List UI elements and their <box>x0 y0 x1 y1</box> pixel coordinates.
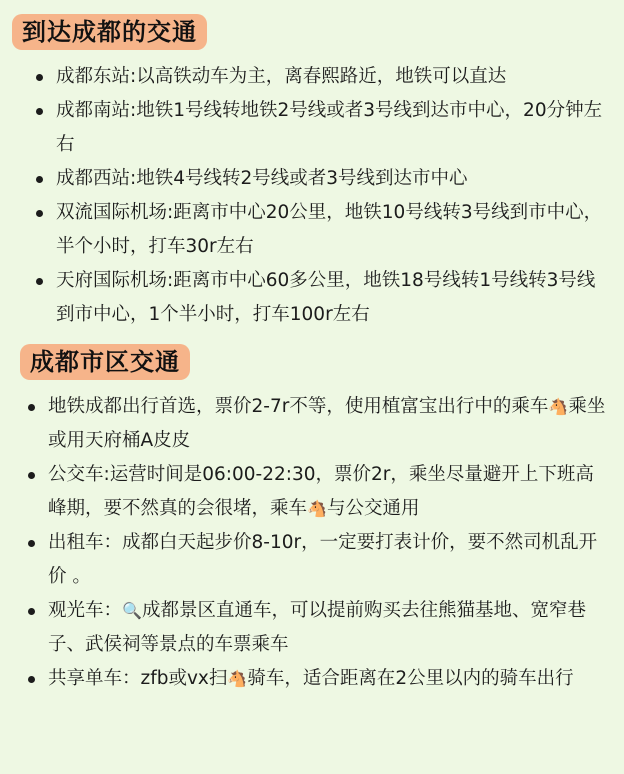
item-text: 乘坐或用天府桶A皮皮 <box>48 396 606 451</box>
item-text: 成都东站:以高铁动车为主，离春熙路近，地铁可以直达 <box>56 66 507 87</box>
bullet-dot <box>28 540 35 547</box>
item-text: 公交车:运营时间是06:00-22:30，票价2r，乘坐尽量避开上下班高峰期，要不然真的会很堵，乘车 <box>48 464 594 519</box>
item-text: 与公交通用 <box>327 498 420 519</box>
list-item <box>26 662 610 696</box>
bullet-list <box>12 60 612 332</box>
item-text: 天府国际机场:距离市中心60多公里，地铁18号线转1号线转3号线到市中心，1个半小时，打车100r左右 <box>56 270 596 325</box>
list-item <box>34 162 610 196</box>
list-item <box>34 196 610 264</box>
list-item <box>34 60 610 94</box>
list-item <box>34 264 610 332</box>
item-text: 地铁成都出行首选，票价2-7r不等，使用植富宝出行中的乘车 <box>48 396 549 417</box>
section-title: 成都市区交通 <box>20 344 190 380</box>
bullet-dot <box>28 472 35 479</box>
bullet-dot <box>28 404 35 411</box>
section-city-transport <box>12 344 612 696</box>
bullet-dot <box>36 210 43 217</box>
item-text: 共享单车：zfb或vx扫 <box>48 668 228 689</box>
bullet-dot <box>36 176 43 183</box>
list-item <box>26 594 610 662</box>
bullet-dot <box>36 278 43 285</box>
list-item <box>26 390 610 458</box>
item-text: 观光车： <box>48 600 123 621</box>
item-text: 成都南站:地铁1号线转地铁2号线或者3号线到达市中心，20分钟左右 <box>56 100 603 155</box>
horse-icon: 🐴 <box>548 397 569 416</box>
item-text: 成都景区直通车，可以提前购买去往熊猫基地、宽窄巷子、武侯祠等景点的车票乘车 <box>48 600 587 655</box>
section-arrival-transport <box>12 14 612 332</box>
item-text: 成都西站:地铁4号线转2号线或者3号线到达市中心 <box>56 168 468 189</box>
horse-icon: 🐴 <box>227 669 248 688</box>
bullet-dot <box>28 676 35 683</box>
horse-icon: 🐴 <box>307 499 327 518</box>
item-text: 骑车，适合距离在2公里以内的骑车出行 <box>247 668 574 689</box>
list-item <box>26 458 610 526</box>
bullet-dot <box>28 608 35 615</box>
bullet-dot <box>36 74 43 81</box>
list-item <box>26 526 610 594</box>
list-item <box>34 94 610 162</box>
magnifier-icon: 🔍 <box>122 601 142 620</box>
bullet-dot <box>36 108 43 115</box>
section-title: 到达成都的交通 <box>12 14 207 50</box>
item-text: 双流国际机场:距离市中心20公里，地铁10号线转3号线到市中心，半个小时，打车30r左右 <box>56 202 603 257</box>
item-text: 出租车：成都白天起步价8-10r，一定要打表计价，要不然司机乱开价 。 <box>48 532 598 587</box>
bullet-list <box>12 390 612 696</box>
